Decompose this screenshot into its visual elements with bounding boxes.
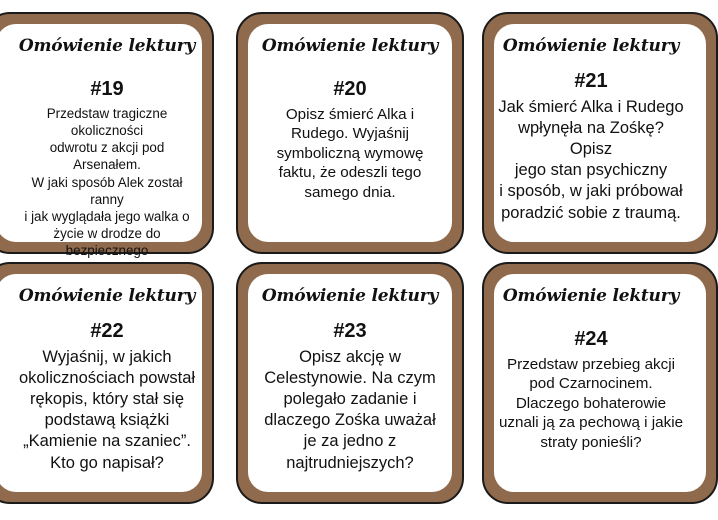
card-title: Omówienie lektury bbox=[261, 36, 439, 56]
card-question bbox=[273, 105, 428, 202]
card-22-face bbox=[0, 274, 202, 492]
card-line: Celestynowie. Na czym bbox=[264, 369, 436, 388]
card-line: Rudego. Wyjaśnij bbox=[290, 125, 410, 143]
card-question bbox=[15, 347, 199, 474]
card-title: Omówienie lektury bbox=[502, 286, 680, 306]
card-line: Przedstaw przebieg akcji bbox=[507, 356, 675, 373]
card-line: W jaki sposób Alek został ranny bbox=[31, 174, 183, 207]
card-title: Omówienie lektury bbox=[18, 36, 196, 56]
card-title: Omówienie lektury bbox=[502, 36, 680, 56]
card-number: #22 bbox=[90, 320, 124, 342]
card-line: Dlaczego bohaterowie bbox=[515, 394, 667, 412]
card-24 bbox=[482, 262, 718, 504]
card-19-face bbox=[0, 24, 202, 259]
card-number: #19 bbox=[90, 78, 124, 100]
card-line: rękopis, który stał się bbox=[29, 390, 185, 409]
card-line: podstawą książki bbox=[44, 411, 170, 430]
card-line: je za jedno z bbox=[303, 432, 397, 451]
card-line: Przedstaw tragiczne okoliczności bbox=[46, 106, 168, 139]
card-line: polegało zadanie i bbox=[283, 390, 417, 409]
card-line: Wyjaśnij, w jakich bbox=[42, 348, 172, 366]
card-title: Omówienie lektury bbox=[261, 286, 439, 306]
card-line: uznali ją za pechową i jakie bbox=[498, 414, 684, 432]
card-line: odwrotu z akcji pod Arsenałem. bbox=[49, 140, 165, 173]
card-line: życie w drodze do bezpiecznego bbox=[53, 226, 161, 259]
card-line: symboliczną wymowę bbox=[276, 144, 424, 162]
card-line: i sposób, w jaki próbował bbox=[499, 182, 683, 201]
card-22 bbox=[0, 262, 214, 504]
card-question bbox=[494, 97, 688, 224]
card-number: #23 bbox=[333, 320, 367, 342]
card-number: #24 bbox=[574, 328, 608, 350]
card-line: „Kamienie na szaniec”. bbox=[23, 432, 191, 451]
card-line: samego dnia. bbox=[304, 183, 396, 201]
card-line: poradzić sobie z traumą. bbox=[501, 203, 681, 222]
card-line: Jak śmierć Alka i Rudego bbox=[498, 98, 684, 116]
card-question bbox=[260, 347, 440, 474]
card-question bbox=[495, 355, 687, 452]
card-19 bbox=[0, 12, 214, 259]
card-line: pod Czarnocinem. bbox=[529, 375, 653, 393]
card-line: i jak wyglądała jego walka o bbox=[24, 208, 190, 224]
card-20-face bbox=[248, 24, 452, 242]
card-line: straty ponieśli? bbox=[540, 433, 642, 451]
card-line: faktu, że odeszli tego bbox=[278, 164, 422, 182]
card-line: Kto go napisał? bbox=[50, 453, 164, 472]
card-21 bbox=[482, 12, 718, 254]
card-line: najtrudniejszych? bbox=[286, 453, 414, 472]
card-line: wpłynęła na Zośkę? Opisz bbox=[518, 119, 664, 159]
card-question bbox=[12, 105, 202, 277]
card-title: Omówienie lektury bbox=[18, 286, 196, 306]
card-23-face bbox=[248, 274, 452, 492]
card-number: #20 bbox=[333, 78, 367, 100]
card-21-face bbox=[494, 24, 706, 242]
card-line: jego stan psychiczny bbox=[514, 161, 668, 180]
card-number: #21 bbox=[574, 70, 608, 92]
card-line: dlaczego Zośka uważał bbox=[264, 411, 436, 430]
card-24-face bbox=[494, 274, 706, 492]
card-line: Opisz akcję w bbox=[299, 348, 401, 366]
card-23 bbox=[236, 262, 464, 504]
card-20 bbox=[236, 12, 464, 254]
card-line: Opisz śmierć Alka i bbox=[285, 106, 415, 123]
card-line: okolicznościach powstał bbox=[18, 369, 196, 388]
